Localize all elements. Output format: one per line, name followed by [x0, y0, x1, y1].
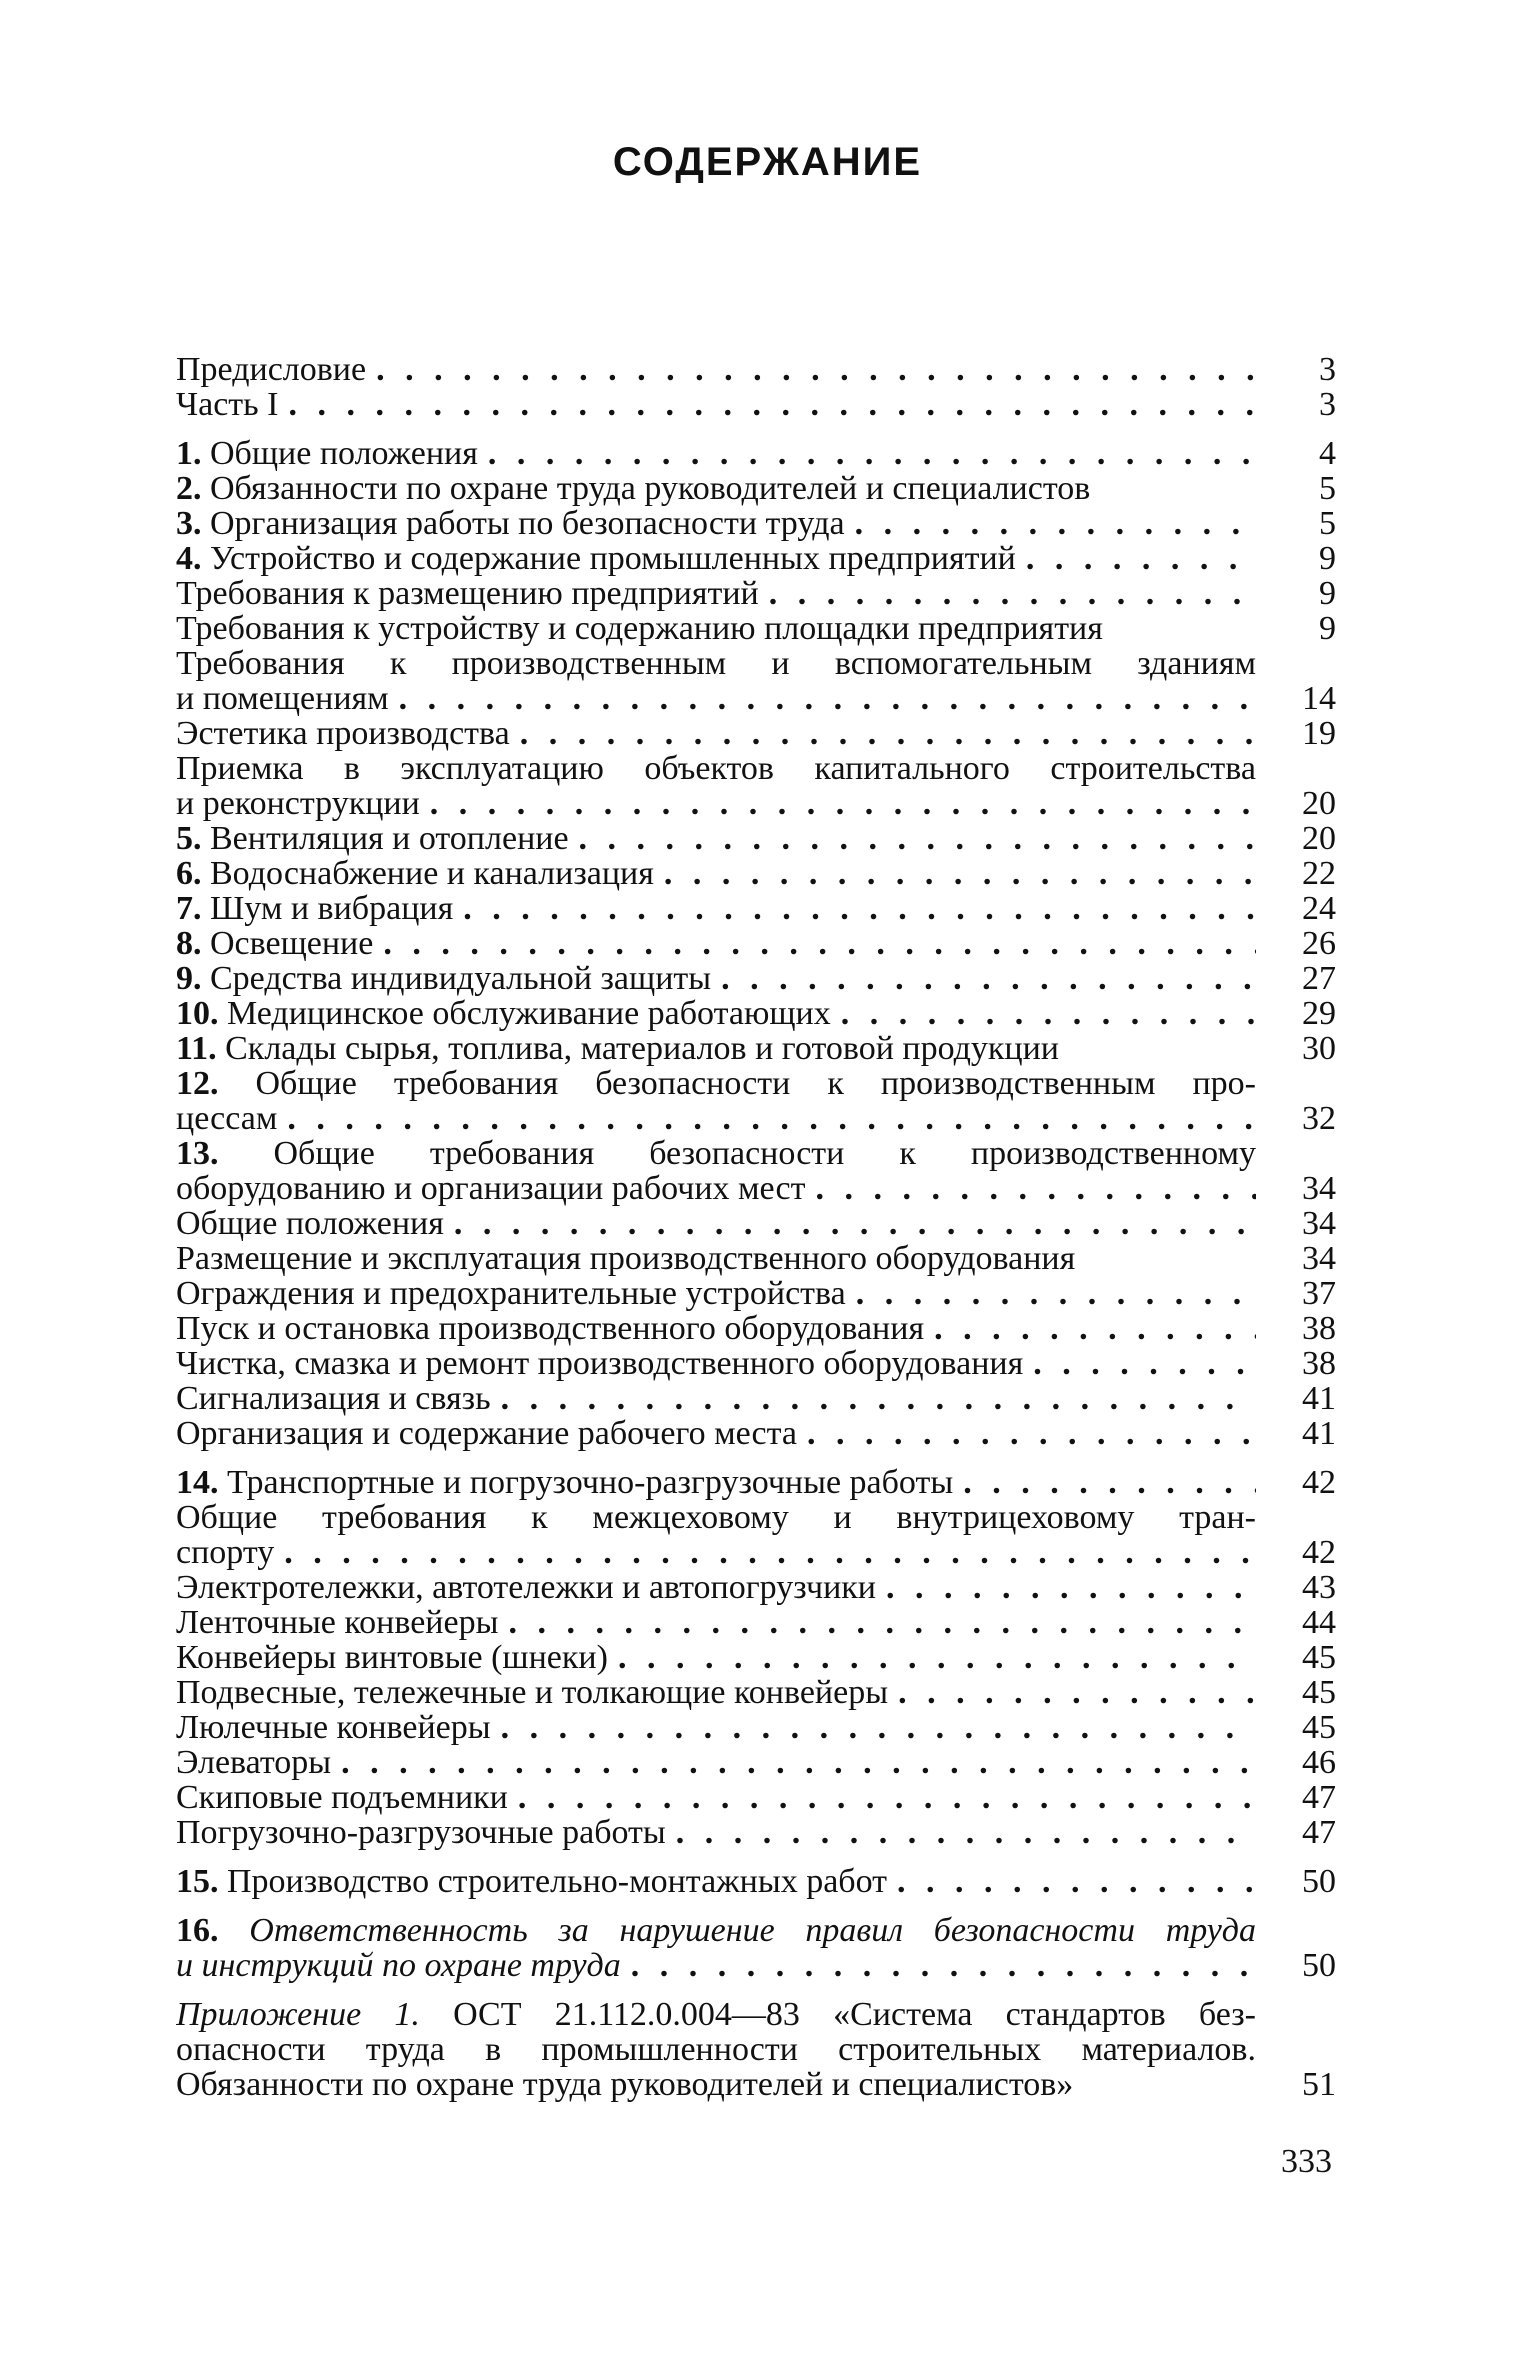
toc-page-ref: 42 — [1302, 1464, 1336, 1501]
toc-entry-text: Ограждения и предохранительные устройства — [176, 1276, 846, 1311]
toc-entry — [176, 611, 1336, 646]
toc-entry-line — [176, 1535, 1256, 1570]
toc-entry-line — [176, 2067, 1256, 2102]
toc-entry-line — [176, 1136, 1256, 1171]
toc-entry-text: Эстетика производства — [176, 716, 510, 751]
toc-entry-text: цессам — [176, 1101, 278, 1136]
toc-page-ref: 30 — [1302, 1030, 1336, 1067]
toc-entry — [176, 1346, 1336, 1381]
toc-entry — [176, 1710, 1336, 1745]
toc-entry-line — [176, 576, 1256, 611]
toc-page-ref: 9 — [1319, 540, 1336, 577]
toc-entry — [176, 1311, 1336, 1346]
toc-page-ref: 47 — [1302, 1779, 1336, 1816]
toc-entry-line — [176, 751, 1256, 786]
toc-entry — [176, 1780, 1336, 1815]
toc-entry-line — [176, 1171, 1256, 1206]
toc-entry — [176, 1465, 1336, 1500]
toc-page-ref: 3 — [1319, 386, 1336, 423]
toc-entry-line — [176, 611, 1256, 646]
toc-entry-text: Требования к устройству и содержанию площадки предприятия — [176, 611, 1103, 646]
toc-page-ref: 4 — [1319, 435, 1336, 472]
toc-entry-line — [176, 352, 1256, 387]
section-number: 10. — [176, 996, 219, 1031]
toc-entry — [176, 471, 1336, 506]
toc-entry-text: и реконструкции — [176, 786, 420, 821]
toc-entry-line — [176, 1101, 1256, 1136]
toc-page-ref: 20 — [1302, 820, 1336, 857]
page-title: СОДЕРЖАНИЕ — [612, 140, 923, 184]
toc-entry — [176, 1745, 1336, 1780]
toc-entry-text: и инструкций по охране труда — [176, 1948, 621, 1983]
toc-entry-line — [176, 821, 1256, 856]
toc-entry-line — [176, 1276, 1256, 1311]
toc-entry-text: Требования к производственным и вспомогательным зданиям — [176, 646, 1256, 681]
toc-entry-text: Требования к размещению предприятий — [176, 576, 759, 611]
toc-entry-line — [176, 1570, 1256, 1605]
toc-page-ref: 45 — [1302, 1709, 1336, 1746]
toc-entry-line — [176, 1500, 1256, 1535]
toc-entry — [176, 1136, 1336, 1206]
toc-entry-line — [176, 471, 1256, 506]
toc-entry-line — [176, 1381, 1256, 1416]
toc-entry-text: Устройство и содержание промышленных предприятий — [210, 541, 1016, 576]
toc-entry-line — [176, 506, 1256, 541]
toc-entry-line — [176, 1241, 1256, 1276]
section-number: 11. — [176, 1031, 217, 1066]
toc-entry-text: Ответственность за нарушение правил безопасности труда — [249, 1913, 1256, 1948]
toc-entry — [176, 1381, 1336, 1416]
toc-entry-line — [176, 1997, 1256, 2032]
toc-entry — [176, 996, 1336, 1031]
toc-page-ref: 46 — [1302, 1744, 1336, 1781]
toc-entry-text: Освещение — [210, 926, 374, 961]
toc-entry — [176, 961, 1336, 996]
toc-entry-line — [176, 681, 1256, 716]
page-number: 333 — [1281, 2143, 1332, 2180]
toc-entry-text: ОСТ 21.112.0.004—83 «Система стандартов без- — [419, 1997, 1256, 2032]
section-number: 8. — [176, 926, 202, 961]
toc-entry-text: Люлечные конвейеры — [176, 1710, 491, 1745]
toc-entry-text: Вентиляция и отопление — [210, 821, 569, 856]
toc-entry-line — [176, 996, 1256, 1031]
toc-entry-line — [176, 1031, 1256, 1066]
toc-page-ref: 41 — [1302, 1415, 1336, 1452]
toc-entry-text: Общие положения — [210, 436, 478, 471]
toc-entry-text: Водоснабжение и канализация — [210, 856, 654, 891]
toc-entry — [176, 352, 1336, 387]
toc-entry — [176, 1570, 1336, 1605]
toc-entry-line — [176, 387, 1256, 422]
toc-entry-line — [176, 1066, 1256, 1101]
section-number: 2. — [176, 471, 202, 506]
toc-entry-text: Ленточные конвейеры — [176, 1605, 499, 1640]
section-number: 13. — [176, 1136, 219, 1171]
toc-entry — [176, 1031, 1336, 1066]
toc-entry-text: опасности труда в промышленности строительных материалов. — [176, 2032, 1256, 2067]
toc-page-ref: 45 — [1302, 1674, 1336, 1711]
toc-entry — [176, 1500, 1336, 1570]
toc-entry-text: Конвейеры винтовые (шнеки) — [176, 1640, 608, 1675]
toc-page-ref: 37 — [1302, 1275, 1336, 1312]
toc-page-ref: 42 — [1302, 1534, 1336, 1571]
section-number: 7. — [176, 891, 202, 926]
toc-entry-text: Погрузочно-разгрузочные работы — [176, 1815, 666, 1850]
toc-page-ref: 47 — [1302, 1814, 1336, 1851]
toc-entry-text: и помещениям — [176, 681, 389, 716]
toc-entry-line — [176, 541, 1256, 576]
toc-page-ref: 43 — [1302, 1569, 1336, 1606]
toc-entry-text: Сигнализация и связь — [176, 1381, 491, 1416]
appendix-label: Приложение 1. — [176, 1997, 420, 2032]
toc-entry — [176, 856, 1336, 891]
toc-entry-text: Пуск и остановка производственного оборудования — [176, 1311, 925, 1346]
toc-entry-text: Общие требования безопасности к производственным про- — [255, 1066, 1256, 1101]
toc-page-ref: 51 — [1302, 2066, 1336, 2103]
toc-page-ref: 19 — [1302, 715, 1336, 752]
toc-entry-text: спорту — [176, 1535, 275, 1570]
toc-entry — [176, 1640, 1336, 1675]
toc-page-ref: 27 — [1302, 960, 1336, 997]
toc-entry-text: Обязанности по охране труда руководителей и специалистов» — [176, 2067, 1074, 2102]
toc-page-ref: 9 — [1319, 575, 1336, 612]
toc-entry-line — [176, 1465, 1256, 1500]
toc-entry — [176, 1241, 1336, 1276]
toc-entry-line — [176, 926, 1256, 961]
toc-entry-line — [176, 786, 1256, 821]
toc-entry — [176, 506, 1336, 541]
toc-entry-text: оборудованию и организации рабочих мест — [176, 1171, 806, 1206]
toc-entry-text: Общие требования безопасности к производственному — [273, 1136, 1256, 1171]
toc-page-ref: 38 — [1302, 1345, 1336, 1382]
toc-entry — [176, 1675, 1336, 1710]
toc-entry-text: Общие положения — [176, 1206, 444, 1241]
section-number: 4. — [176, 541, 202, 576]
toc-entry — [176, 891, 1336, 926]
toc-page-ref: 50 — [1302, 1863, 1336, 1900]
toc-entry-text: Подвесные, тележечные и толкающие конвейеры — [176, 1675, 889, 1710]
section-number: 5. — [176, 821, 202, 856]
toc-page-ref: 38 — [1302, 1310, 1336, 1347]
section-number: 15. — [176, 1864, 219, 1899]
toc-page-ref: 34 — [1302, 1240, 1336, 1277]
toc-entry-text: Электротележки, автотележки и автопогрузчики — [176, 1570, 876, 1605]
section-number: 14. — [176, 1465, 219, 1500]
section-number: 6. — [176, 856, 202, 891]
toc-page-ref: 5 — [1319, 505, 1336, 542]
toc-entry — [176, 1206, 1336, 1241]
toc-page-ref: 45 — [1302, 1639, 1336, 1676]
toc-entry-text: Приемка в эксплуатацию объектов капитального строительства — [176, 751, 1256, 786]
toc-entry-line — [176, 1948, 1256, 1983]
toc-page-ref: 41 — [1302, 1380, 1336, 1417]
toc-entry — [176, 1605, 1336, 1640]
toc-page-ref: 3 — [1319, 351, 1336, 388]
toc-entry — [176, 1066, 1336, 1136]
toc-entry — [176, 821, 1336, 856]
toc-entry-line — [176, 1745, 1256, 1780]
toc-page-ref: 14 — [1302, 680, 1336, 717]
toc-entry-line — [176, 856, 1256, 891]
toc-entry — [176, 1815, 1336, 1850]
toc-page-ref: 26 — [1302, 925, 1336, 962]
toc-entry — [176, 387, 1336, 422]
toc-entry-text: Средства индивидуальной защиты — [210, 961, 712, 996]
toc-entry — [176, 1997, 1336, 2102]
toc-entry-text: Часть I — [176, 387, 279, 422]
toc-entry — [176, 1913, 1336, 1983]
table-of-contents — [176, 352, 1336, 2102]
toc-entry-text: Обязанности по охране труда руководителей и специалистов — [210, 471, 1091, 506]
toc-entry — [176, 751, 1336, 821]
section-number: 16. — [176, 1913, 219, 1948]
toc-entry — [176, 716, 1336, 751]
toc-entry-line — [176, 1913, 1256, 1948]
toc-entry-line — [176, 1605, 1256, 1640]
toc-entry-text: Склады сырья, топлива, материалов и готовой продукции — [225, 1031, 1060, 1066]
toc-entry-line — [176, 891, 1256, 926]
toc-entry-text: Производство строительно-монтажных работ — [227, 1864, 887, 1899]
toc-page-ref: 24 — [1302, 890, 1336, 927]
toc-entry — [176, 541, 1336, 576]
toc-entry-line — [176, 436, 1256, 471]
toc-page-ref: 5 — [1319, 470, 1336, 507]
toc-entry — [176, 1276, 1336, 1311]
toc-entry-line — [176, 1780, 1256, 1815]
toc-entry-text: Размещение и эксплуатация производственного оборудования — [176, 1241, 1076, 1276]
toc-entry-line — [176, 646, 1256, 681]
toc-entry-text: Предисловие — [176, 352, 367, 387]
toc-entry-line — [176, 1311, 1256, 1346]
toc-entry-line — [176, 1416, 1256, 1451]
toc-entry-line — [176, 1815, 1256, 1850]
toc-entry-line — [176, 2032, 1256, 2067]
toc-entry-line — [176, 1675, 1256, 1710]
toc-entry-line — [176, 961, 1256, 996]
toc-entry-text: Элеваторы — [176, 1745, 332, 1780]
toc-entry-line — [176, 1346, 1256, 1381]
section-number: 9. — [176, 961, 202, 996]
toc-entry-text: Общие требования к межцеховому и внутрицеховому тран- — [176, 1500, 1256, 1535]
toc-entry — [176, 436, 1336, 471]
toc-entry-line — [176, 1640, 1256, 1675]
toc-page-ref: 44 — [1302, 1604, 1336, 1641]
toc-entry-text: Скиповые подъемники — [176, 1780, 508, 1815]
toc-entry — [176, 1864, 1336, 1899]
toc-page-ref: 29 — [1302, 995, 1336, 1032]
section-number: 12. — [176, 1066, 219, 1101]
toc-entry — [176, 646, 1336, 716]
section-number: 3. — [176, 506, 202, 541]
toc-page-ref: 50 — [1302, 1947, 1336, 1984]
toc-entry-text: Транспортные и погрузочно-разгрузочные работы — [227, 1465, 954, 1500]
section-number: 1. — [176, 436, 202, 471]
toc-page-ref: 20 — [1302, 785, 1336, 822]
toc-entry-line — [176, 1710, 1256, 1745]
toc-entry-text: Чистка, смазка и ремонт производственного оборудования — [176, 1346, 1024, 1381]
toc-page-ref: 9 — [1319, 610, 1336, 647]
toc-entry-text: Организация работы по безопасности труда — [210, 506, 845, 541]
toc-entry-text: Организация и содержание рабочего места — [176, 1416, 797, 1451]
toc-page-ref: 34 — [1302, 1205, 1336, 1242]
toc-entry-line — [176, 1206, 1256, 1241]
toc-entry — [176, 1416, 1336, 1451]
toc-entry-text: Шум и вибрация — [210, 891, 454, 926]
toc-entry-text: Медицинское обслуживание работающих — [227, 996, 831, 1031]
toc-entry-line — [176, 1864, 1256, 1899]
toc-entry — [176, 576, 1336, 611]
toc-page-ref: 34 — [1302, 1170, 1336, 1207]
toc-entry-line — [176, 716, 1256, 751]
toc-page-ref: 22 — [1302, 855, 1336, 892]
toc-entry — [176, 926, 1336, 961]
toc-page-ref: 32 — [1302, 1100, 1336, 1137]
